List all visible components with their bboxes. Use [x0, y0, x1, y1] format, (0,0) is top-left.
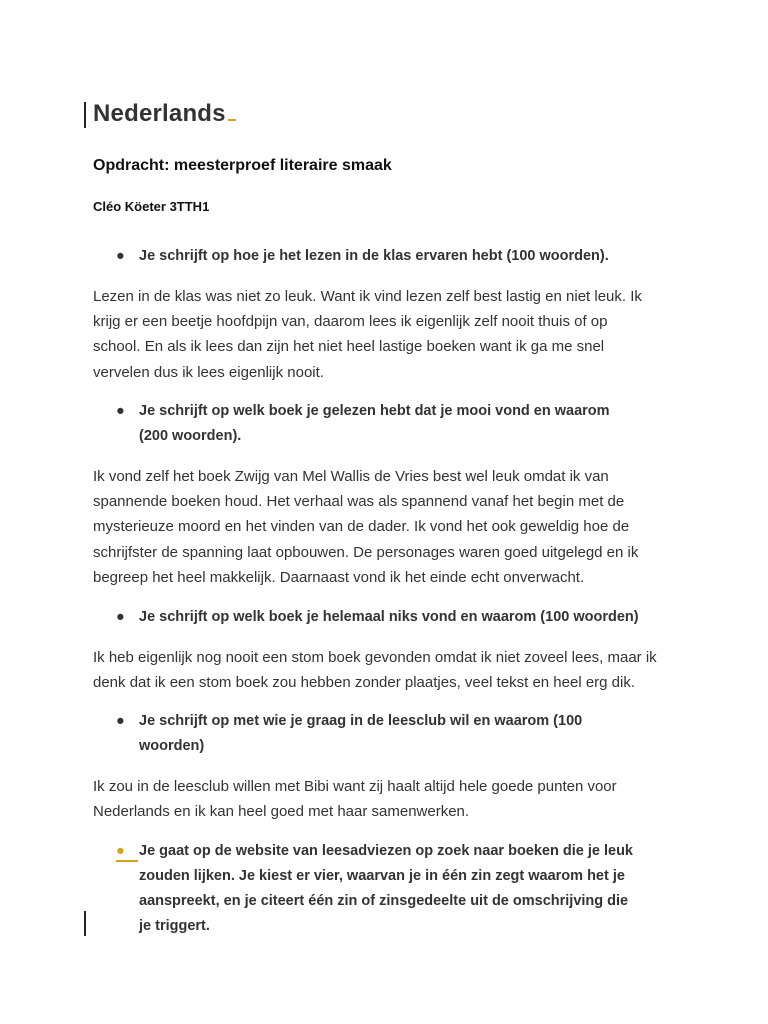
answer-line: Lezen in de klas was niet zo leuk. Want ik vind lezen zelf best lastig en niet leuk. Ik [93, 288, 642, 305]
left-margin-marker [84, 911, 86, 936]
title-text: Nederlands [93, 100, 226, 127]
answer-paragraph [93, 645, 683, 695]
document-title [93, 100, 236, 128]
question-line: aanspreekt, en je citeert één zin of zinsgedeelte uit de omschrijving die [139, 893, 629, 909]
answer-line: schrijfster de spanning laat opbouwen. De personages waren goed uitgelegd en ik [93, 543, 639, 561]
bullet-dot: ● [116, 609, 125, 625]
bullet-dot: ● [116, 248, 125, 264]
bullet-dot: ● [116, 713, 125, 729]
question-line: woorden) [139, 738, 205, 754]
question-line: Je schrijft op met wie je graag in de leesclub wil en waarom (100 [139, 713, 583, 729]
bullet-dot: ● [116, 843, 125, 859]
left-margin-marker [84, 102, 86, 128]
answer-paragraph [93, 774, 683, 824]
answer-line: vervelen dus ik lees eigenlijk nooit. [93, 363, 324, 381]
author-line: Cléo Köeter 3TTH1 [93, 199, 210, 214]
text-cursor [228, 119, 236, 121]
answer-line: spannende boeken houd. Het verhaal was als spannend vanaf het begin met de [93, 493, 625, 511]
question-line: je triggert. [139, 918, 210, 934]
assignment-subtitle: Opdracht: meesterproef literaire smaak [93, 157, 392, 174]
answer-line: Ik heb eigenlijk nog nooit een stom boek gevonden omdat ik niet zoveel lees, maar ik [93, 649, 657, 666]
answer-paragraph [93, 464, 683, 590]
answer-line: begreep het heel makkelijk. Daarnaast vond ik het einde echt onverwacht. [93, 568, 585, 586]
question-line: Je schrijft op hoe je het lezen in de klas ervaren hebt (100 woorden). [139, 248, 609, 264]
question-line: Je gaat op de website van leesadviezen op zoek naar boeken die je leuk [139, 843, 633, 859]
answer-paragraph [93, 284, 683, 385]
question-line: Je schrijft op welk boek je gelezen hebt dat je mooi vond en waarom [139, 403, 610, 419]
answer-line: Ik zou in de leesclub willen met Bibi want zij haalt altijd hele goede punten voor [93, 778, 617, 795]
answer-line: Ik vond zelf het boek Zwijg van Mel Wallis de Vries best wel leuk omdat ik van [93, 468, 609, 485]
comment-highlight-marker [116, 860, 138, 862]
question-line: (200 woorden). [139, 428, 242, 444]
answer-line: school. En als ik lees dan zijn het niet heel lastige boeken want ik ga me snel [93, 338, 605, 356]
answer-line: denk dat ik een stom boek zou hebben zonder plaatjes, veel tekst en heel erg dik. [93, 674, 636, 692]
question-line: zouden lijken. Je kiest er vier, waarvan je in één zin zegt waarom het je [139, 868, 625, 884]
answer-line: krijg er een beetje hoofdpijn van, daarom lees ik eigenlijk zelf nooit thuis of op [93, 313, 608, 331]
answer-line: mysterieuze moord en het vinden van de dader. Ik vond het ook geweldig hoe de [93, 518, 630, 536]
answer-line: Nederlands en ik kan heel goed met haar samenwerken. [93, 803, 470, 821]
question-line: Je schrijft op welk boek je helemaal niks vond en waarom (100 woorden) [139, 609, 639, 625]
bullet-dot: ● [116, 403, 125, 419]
